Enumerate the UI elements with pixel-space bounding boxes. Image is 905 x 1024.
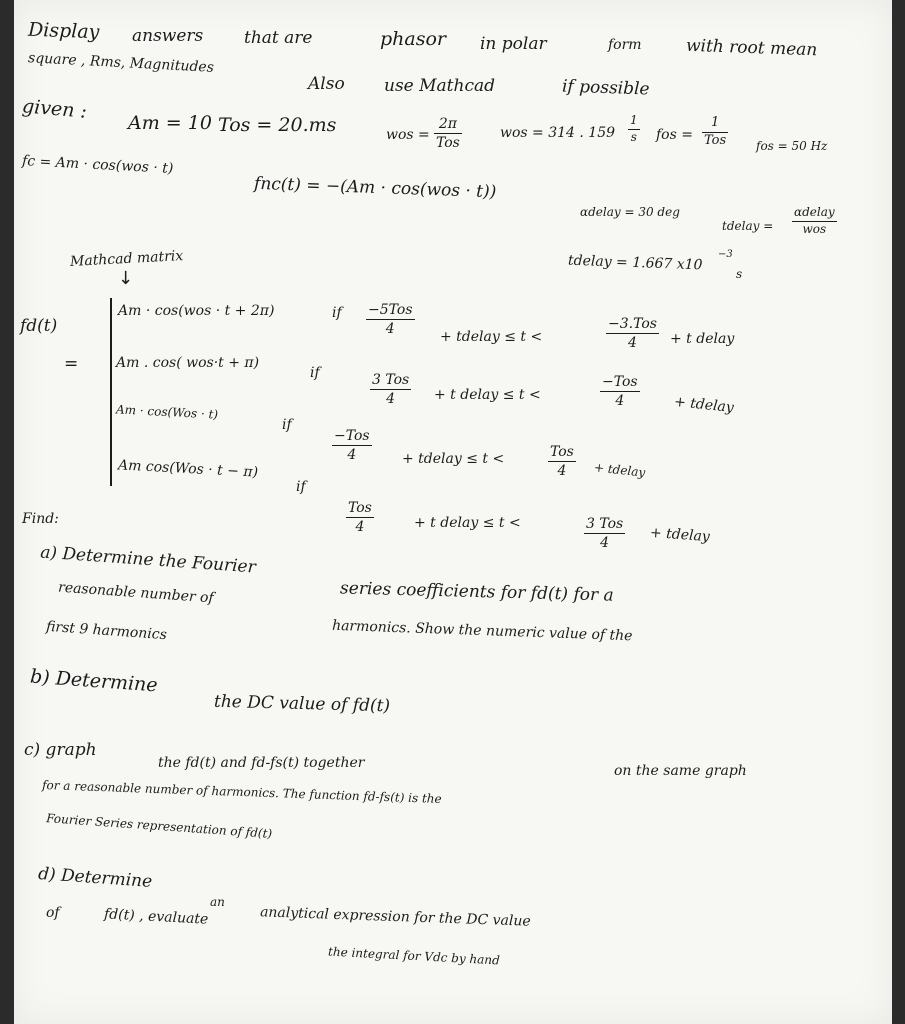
tdelay-numerator: αdelay bbox=[794, 205, 835, 219]
given-tdelay-exponent: −3 bbox=[718, 249, 733, 260]
intro-word-with-root-mean: with root mean bbox=[685, 35, 818, 61]
find-b-line2: the DC value of fd(t) bbox=[213, 691, 391, 717]
matrix-brace bbox=[110, 298, 112, 486]
given-am: Am = 10 bbox=[128, 112, 212, 134]
row4-condition: + t delay ≤ t < bbox=[414, 515, 521, 531]
given-wos-value: wos = 314 . 159 bbox=[500, 125, 616, 141]
worksheet-page bbox=[14, 0, 892, 1024]
row4-lower-numerator: Tos bbox=[348, 500, 372, 516]
given-tos: Tos = 20.ms bbox=[218, 114, 337, 136]
row2-lower-denominator: 4 bbox=[386, 391, 396, 408]
intro-word-if-possible: if possible bbox=[561, 76, 650, 100]
fraction-bar bbox=[606, 333, 659, 334]
fos-denominator: Tos bbox=[704, 132, 727, 148]
down-arrow-icon: ↓ bbox=[118, 268, 134, 289]
find-b-line1: b) Determine bbox=[29, 665, 159, 697]
find-d-line1: d) Determine bbox=[37, 864, 153, 892]
row2-if: if bbox=[310, 365, 320, 381]
find-d-line3: analytical expression for the DC value bbox=[259, 904, 531, 930]
find-label: Find: bbox=[22, 511, 59, 527]
row4-upper-fraction bbox=[584, 516, 625, 551]
given-fos-value: fos = 50 Hz bbox=[756, 139, 828, 153]
row3-expression: Am · cos(Wos · t) bbox=[115, 402, 219, 422]
find-a-line3: reasonable number of bbox=[57, 579, 215, 607]
row4-upper-denominator: 4 bbox=[600, 535, 610, 552]
row1-upper-numerator: −3.Tos bbox=[608, 316, 657, 332]
given-fc: fc = Am · cos(wos · t) bbox=[21, 153, 174, 177]
given-fos-fraction bbox=[702, 116, 728, 149]
fos-numerator: 1 bbox=[710, 115, 720, 130]
row3-condition: + tdelay ≤ t < bbox=[402, 451, 505, 467]
fraction-bar bbox=[434, 133, 462, 134]
find-a-line1: a) Determine the Fourier bbox=[39, 542, 257, 578]
wos-denominator: Tos bbox=[436, 135, 460, 152]
row2-lower-fraction bbox=[370, 372, 411, 407]
find-c-line3: on the same graph bbox=[614, 763, 747, 779]
intro-word-use-mathcad: use Mathcad bbox=[384, 76, 495, 96]
row3-lower-fraction bbox=[332, 428, 372, 463]
given-tdelay-fraction bbox=[792, 206, 837, 237]
row1-lower-fraction bbox=[366, 302, 415, 337]
find-a-line5: first 9 harmonics bbox=[45, 618, 168, 644]
row4-expression: Am cos(Wos · t − π) bbox=[117, 457, 259, 481]
row3-upper-denominator: 4 bbox=[557, 463, 567, 480]
find-c-line1: c) graph bbox=[24, 740, 97, 760]
intro-word-answers: answers bbox=[132, 26, 204, 46]
row2-lower-numerator: 3 Tos bbox=[372, 372, 410, 388]
given-label: given : bbox=[21, 95, 88, 123]
row3-upper-fraction bbox=[548, 444, 576, 479]
row1-condition: + tdelay ≤ t < bbox=[440, 329, 543, 345]
row3-lower-numerator: −Tos bbox=[334, 428, 370, 444]
row1-expression: Am · cos(wos · t + 2π) bbox=[118, 303, 275, 319]
find-d-line5: fd(t) , evaluate bbox=[103, 906, 209, 928]
given-tdelay-value: tdelay = 1.667 x10 bbox=[567, 252, 703, 274]
given-tdelay-unit: s bbox=[736, 267, 743, 281]
find-d-line2: an bbox=[210, 895, 225, 909]
wos-unit-denominator: s bbox=[630, 129, 637, 144]
fraction-bar bbox=[584, 533, 625, 534]
row1-upper-fraction bbox=[606, 316, 659, 351]
matrix-label: Mathcad matrix bbox=[69, 248, 184, 270]
intro-word-in-polar: in polar bbox=[480, 34, 547, 54]
wos-unit-numerator: 1 bbox=[630, 113, 638, 127]
row1-if: if bbox=[332, 305, 342, 321]
given-wos-unit bbox=[628, 114, 640, 145]
row2-tail: + tdelay bbox=[673, 393, 735, 417]
find-d-line4: of bbox=[46, 905, 60, 921]
row3-lower-denominator: 4 bbox=[347, 447, 357, 464]
row1-tail: + t delay bbox=[670, 331, 735, 347]
fraction-bar bbox=[600, 391, 640, 392]
intro-word-phasor: phasor bbox=[380, 28, 446, 50]
intro-word-that-are: that are bbox=[244, 28, 313, 48]
find-d-line6: the integral for Vdc by hand bbox=[327, 944, 501, 968]
row2-condition: + t delay ≤ t < bbox=[434, 387, 541, 403]
tdelay-denominator: wos bbox=[802, 221, 827, 236]
row2-upper-fraction bbox=[600, 374, 640, 409]
find-c-line5: Fourier Series representation of fd(t) bbox=[45, 811, 273, 841]
find-c-line2: the fd(t) and fd-fs(t) together bbox=[158, 755, 365, 771]
row4-tail: + tdelay bbox=[649, 524, 711, 546]
fraction-bar bbox=[332, 445, 372, 446]
row2-expression: Am . cos( wos·t + π) bbox=[116, 355, 260, 371]
fd-lhs: fd(t) bbox=[20, 316, 58, 336]
given-tdelay-lhs: tdelay = bbox=[722, 219, 774, 233]
intro-word-form: form bbox=[608, 37, 642, 53]
given-fnc: fnc(t) = −(Am · cos(wos · t)) bbox=[253, 173, 497, 203]
find-a-line2: series coefficients for fd(t) for a bbox=[339, 578, 614, 606]
wos-numerator: 2π bbox=[438, 116, 457, 132]
find-a-line4: harmonics. Show the numeric value of the bbox=[331, 617, 633, 645]
fraction-bar bbox=[548, 461, 576, 462]
given-wos-fraction bbox=[434, 116, 462, 151]
row1-lower-denominator: 4 bbox=[385, 321, 395, 338]
row4-lower-denominator: 4 bbox=[355, 519, 365, 536]
intro-word-display: Display bbox=[27, 18, 100, 44]
row4-if: if bbox=[296, 479, 306, 495]
fraction-bar bbox=[366, 319, 415, 320]
row1-upper-denominator: 4 bbox=[628, 335, 637, 352]
find-c-line4: for a reasonable number of harmonics. The function fd-fs(t) is the bbox=[41, 778, 442, 806]
fraction-bar bbox=[370, 389, 411, 390]
row4-lower-fraction bbox=[346, 500, 374, 535]
fraction-bar bbox=[346, 517, 374, 518]
row4-upper-numerator: 3 Tos bbox=[586, 516, 624, 532]
given-alpha-delay: αdelay = 30 deg bbox=[580, 205, 680, 219]
given-wos-lhs: wos = bbox=[386, 127, 430, 143]
row2-upper-numerator: −Tos bbox=[602, 374, 638, 390]
fd-equals: = bbox=[64, 354, 79, 374]
row1-lower-numerator: −5Tos bbox=[368, 302, 413, 318]
row3-tail: + tdelay bbox=[593, 460, 646, 480]
row3-upper-numerator: Tos bbox=[550, 444, 574, 460]
row2-upper-denominator: 4 bbox=[615, 393, 625, 410]
given-fos-lhs: fos = bbox=[656, 127, 693, 143]
intro-word-square-rms: square , Rms, Magnitudes bbox=[27, 50, 215, 76]
row3-if: if bbox=[282, 417, 292, 433]
intro-word-also: Also bbox=[308, 74, 345, 94]
